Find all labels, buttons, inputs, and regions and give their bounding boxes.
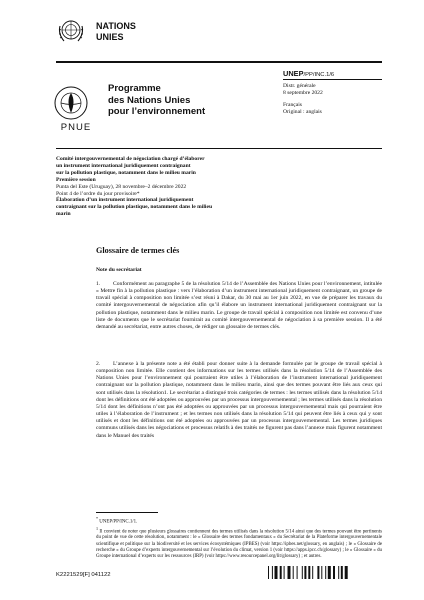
paragraph-text: Conformément au paragraphe 5 de la résolution 5/14 de l’Assemblée des Nations Unies pour l’environnement, intitulée « Mettre fin à la pollution plastique : vers l’élaboration d’un instrument international juridiquement contraignant, un groupe de travail spécial à composition non limitée s’est réuni à Dakar, du 30 mai au 1er juin 2022, en vue de préparer les travaux du comité intergouvernemental de négociation afin qu’il élabore un instrument international juridiquement contraignant sur la pollution plastique, notamment dans le milieu marin. Le groupe de travail spécial à composition non limitée est convenu d’une liste de documents que le secrétariat fournirait au comité intergouvernemental de négociation à sa première session. Il a été demandé au secrétariat, entre autres choses, de rédiger un glossaire de termes clés. [96,281,382,330]
distribution: Distr. générale [283,83,316,89]
pnue-logo-text: PNUE [60,122,92,133]
un-emblem-icon [56,16,86,46]
note-heading: Note du secrétariat [96,267,142,273]
agenda-item: Point 4 de l’ordre du jour provisoire* [56,190,140,197]
organization-name-line1: NATIONS [96,21,136,31]
footnote [96,526,382,560]
paragraph-1 [96,281,382,331]
footnote-text: UNEP/PP/INC.1/1. [99,519,138,525]
footnote-marker: 1 [96,525,99,531]
agenda-title-line: marin [56,211,71,218]
organization-name-line2: UNIES [96,32,124,42]
paragraph-number: 2. [96,361,101,367]
paragraph-2 [96,361,382,440]
footnote-separator [96,512,158,513]
document-number: K2221529[F] 041122 [56,572,111,578]
document-date: 8 septembre 2022 [283,90,323,97]
footnote-text: Il convient de noter que plusieurs glossaires contiennent des termes utilisés dans la résolution 5/14 ainsi que des termes pouvant être pertinents du point de vue de cette résolution, notamment : le « Glossaire des termes fondamentaux » du Secrétariat de la Plateforme intergouvernementale scientifique et politique sur la biodiversité et les services écosystémiques (IPBES) (voir https://ipbes.net/glossary, en anglais) ; le « Glossaire de recherche » du Groupe d’experts intergouvernemental sur l’évolution du climat, version 1 (voir https://apps.ipcc.ch/glossary) ; le « Glossaire » du Groupe international d’experts sur les ressources (IRP) (voir https://www.resourcepanel.org/lit/glossary) ; et autres. [96,529,382,559]
document-original: Original : anglais [283,108,322,115]
session-location: Punta del Este (Uruguay), 28 novembre–2 décembre 2022 [56,183,187,190]
committee-block [56,156,306,218]
committee-title-line: Comité intergouvernemental de négociation chargé d’élaborer [56,156,205,162]
paragraph-text: L’annexe à la présente note a été établi pour donner suite à la demande formulée par le groupe de travail spécial à composition non limitée. Elle contient des informations sur les termes utilisés dans la résolution 5/14 de l’Assemblée des Nations Unies pour l’environnement qui pourraient être utiles à l’élaboration de l’instrument international juridiquement contraignant sur la pollution plastique, notamment dans le milieu marin, ainsi que des termes pouvant être liés aux ceux qui sont utilisés dans la résolution1. Le secrétariat a distingué trois catégories de termes : les termes utilisés dans la résolution 5/14 dont les définitions ont été adoptées ou approuvées par un processus intergouvernemental ; les termes utilisés dans la résolution 5/14 dont les définitions n’ont pas été adoptées ou approuvées par un processus intergouvernemental mais qui pourraient être utiles à l’élaboration de l’instrument ; et les termes non utilisés dans la résolution 5/14 qui peuvent être liés à ceux qui y sont utilisés et dont les définitions ont été adoptées ou approuvées par un processus intergouvernemental. Les termes juridiques communs utilisés dans les négociations et processus relatifs à des traités ne figurent pas dans l’annexe mais figurent notamment dans le Manuel des traités [96,361,382,439]
committee-title-line: sur la pollution plastique, notamment dans le milieu marin [56,169,196,176]
document-meta [283,83,323,116]
footnote-marker: * [96,516,99,521]
footnotes [96,516,382,560]
programme-name-line3: pour l’environnement [108,106,206,117]
document-title: Glossaire de termes clés [96,246,180,255]
committee-title-line: un instrument international juridiquement contraignant [56,162,191,169]
agenda-title-line: contraignant sur la pollution plastique, notamment dans le milieu [56,204,213,211]
programme-name-line2: des Nations Unies [108,94,191,106]
document-language: Français [283,101,302,108]
programme-name [108,83,205,118]
pnue-logo-icon [52,84,90,122]
symbol-rule [283,79,382,80]
organization-name [96,21,136,43]
header-rule [56,61,382,63]
document-symbol [283,69,334,78]
barcode-icon [268,566,380,579]
footnote [96,516,382,526]
document-symbol-main: UNEP [283,69,304,78]
document-symbol-rest: /PP/INC.1/6 [303,72,335,78]
header-bottom-rule [56,148,382,149]
agenda-title-line: Élaboration d’un instrument international juridiquement [56,197,194,204]
paragraph-number: 1. [96,281,101,287]
programme-name-line1: Programme [108,83,161,94]
session-name: Première session [56,176,96,183]
